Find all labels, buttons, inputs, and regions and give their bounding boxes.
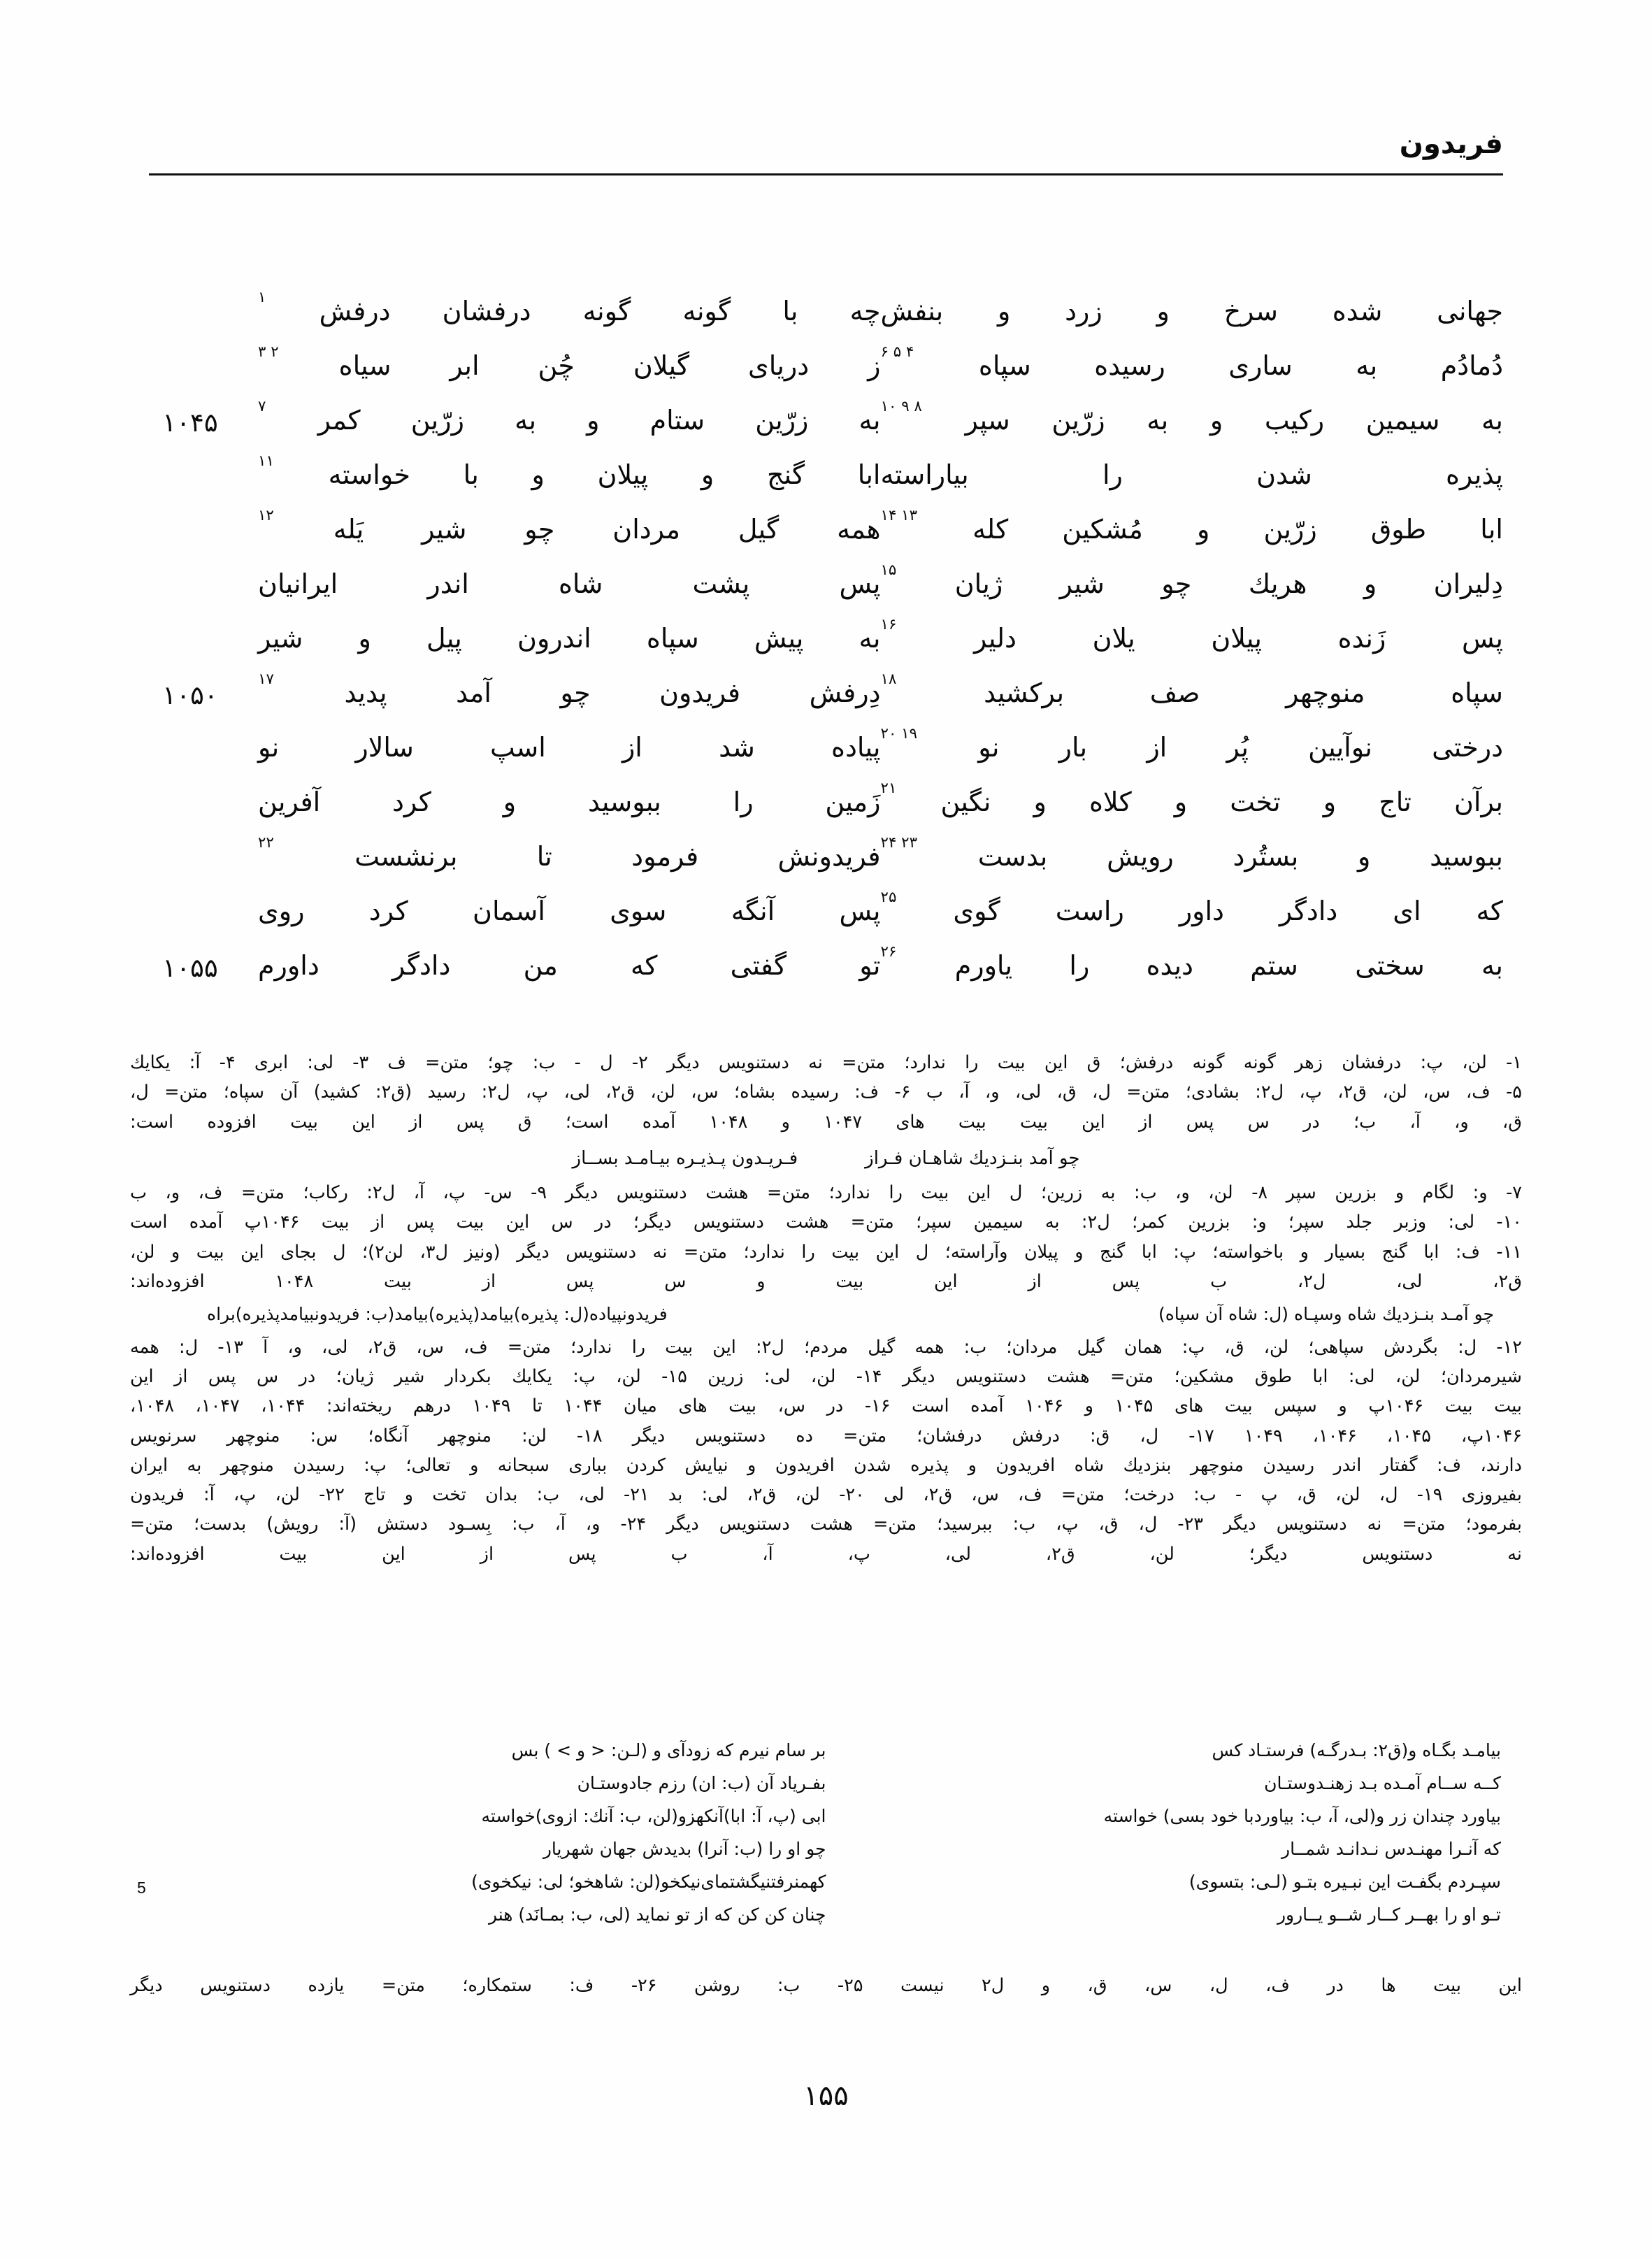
margin-line-marker: 5 bbox=[137, 1879, 146, 1897]
header-divider-rule bbox=[149, 173, 1503, 175]
verse-word: فریدون bbox=[659, 677, 741, 708]
verse-word: آنگه bbox=[731, 896, 775, 926]
footnote-marker: ۱۱ bbox=[258, 452, 274, 470]
verse-word: سیمین bbox=[1365, 405, 1440, 436]
hemistich-left bbox=[881, 292, 1504, 326]
verse-block bbox=[149, 289, 1503, 1005]
verse-word: سپر bbox=[965, 405, 1010, 436]
verse-word: گفتی bbox=[730, 950, 787, 981]
verse-word: بیاراسته bbox=[880, 459, 969, 490]
verse-word: گیلان bbox=[633, 350, 690, 381]
verse-word: طوق bbox=[1370, 514, 1427, 545]
verse-word: ابر bbox=[450, 350, 480, 381]
hemistich-right bbox=[258, 507, 881, 545]
hemistich-right bbox=[258, 728, 881, 762]
hemistich-left bbox=[880, 943, 1504, 981]
verse-word: و bbox=[531, 459, 545, 490]
verse-word: شده bbox=[1332, 296, 1383, 326]
inset-variant-couplet bbox=[130, 1144, 1522, 1173]
verse-number bbox=[149, 292, 231, 301]
verse-word: بنفش bbox=[880, 296, 944, 326]
verse-word: گونه bbox=[682, 296, 731, 326]
footnote-marker: ۱۲ bbox=[258, 507, 274, 524]
apparatus-note: بیت بیت ۱۰۴۶پ و سپس بیت های ۱۰۴۵ و ۱۰۴۶ آمده است ۱۶- در س، بیت های میان ۱۰۴۴ تا ۱۰۴۹ درهم ریخته‌اند: ۱۰۴۴، ۱۰۴۷، ۱۰۴۸، bbox=[130, 1395, 1523, 1417]
verse-number bbox=[149, 783, 231, 791]
hemistich-right bbox=[258, 289, 881, 326]
footnote-marker: ۲۶ bbox=[880, 943, 897, 961]
verse-word: یاورم bbox=[954, 950, 1013, 981]
verse-word: شدن bbox=[1256, 459, 1312, 490]
verse-word: و bbox=[1323, 787, 1337, 817]
inset-variant-couplet bbox=[130, 1300, 1522, 1329]
apparatus-note: ۱۲- ل: بگردش سپاهی؛ لن، ق، پ: همان گیل مردان؛ ب: همه گیل مردم؛ ل۲: این بیت را ندارد؛ متن= ف، س، ق۲، لی، و، آ ۱۳- ل: همه bbox=[130, 1336, 1522, 1358]
verse-word: دِرفش bbox=[809, 677, 881, 708]
hemistich-left bbox=[880, 616, 1504, 654]
verse-word: مردان bbox=[612, 514, 681, 545]
verse-word: از bbox=[622, 732, 642, 763]
apparatus-note: بفیروزی ۱۹- ل، لن، ق، پ - ب: درخت؛ متن= ف، س، ق۲، لی ۲۰- لن، ق۲، لی: بد ۲۱- لی، ب: بدان تخت و تاج ۲۲- لن، پ، آ: فریدون bbox=[130, 1484, 1522, 1506]
verse-word: برکشید bbox=[984, 677, 1065, 708]
verse-word: سپاه bbox=[646, 623, 699, 654]
verse-word: و bbox=[503, 787, 517, 817]
verse-word: گوی bbox=[953, 896, 1000, 926]
footnote-marker: ۲ ۳ bbox=[258, 343, 279, 361]
verse-word: دِلیران bbox=[1433, 568, 1503, 599]
footnote-marker: ۲۳ ۲۴ bbox=[880, 834, 917, 852]
variant-hemistich-left: ابی (پ، آ: ابا)آنكهزو(لن، ب: آنك: ازوی)خواسته bbox=[481, 1806, 826, 1826]
verse-word: از bbox=[1147, 732, 1168, 763]
hemistich-left bbox=[880, 507, 1504, 545]
footnote-marker: ۱۸ bbox=[880, 670, 897, 688]
verse-line bbox=[149, 834, 1503, 892]
verse-word: زرّین bbox=[755, 405, 809, 436]
verse-word: پشت bbox=[692, 568, 750, 599]
footnote-marker: ۱ bbox=[258, 289, 266, 306]
verse-word: پیلان bbox=[1211, 623, 1262, 654]
verse-word: ستم bbox=[1250, 950, 1298, 981]
apparatus-note: ۵- ف، س، لن، ق۲، پ، ل۲: بشادی؛ متن= ل، ق، لی، و، آ، ب ۶- ف: رسیده بشاه؛ س، لن، ق۲، لی، پ، ل۲: رسید (ق۲: کشید) آن سپاه؛ متن= ل، bbox=[130, 1082, 1522, 1103]
verse-line bbox=[149, 343, 1503, 401]
verse-word: و bbox=[701, 459, 714, 490]
hemistich-right bbox=[258, 398, 881, 436]
verse-word: سیاه bbox=[338, 350, 392, 381]
apparatus-tail-note: این بیت ها در ف، ل، س، ق، و ل۲ نیست ۲۵- ب: روشن ۲۶- ف: ستمکاره؛ متن= یازده دستنویس دیگر bbox=[130, 1975, 1522, 1996]
variant-verse-row bbox=[130, 1869, 1522, 1902]
verse-word: ببوسید bbox=[1430, 841, 1503, 872]
apparatus-note: ۱- لن، پ: درفشان زهر گونه گونه درفش؛ ق این بیت را ندارد؛ متن= نه دستنویس دیگر ۲- ل - ب: چو؛ متن= ف ۳- لی: ابری ۴- آ: یكایك bbox=[130, 1052, 1522, 1073]
verse-word: نگین bbox=[940, 787, 991, 817]
verse-line bbox=[149, 670, 1503, 728]
verse-line bbox=[149, 398, 1503, 456]
verse-word: و bbox=[1209, 405, 1223, 436]
variant-verse-block bbox=[130, 1737, 1522, 1935]
footnote-marker: ۲۵ bbox=[880, 889, 897, 906]
verse-word: دادگر bbox=[392, 950, 451, 981]
verse-number bbox=[149, 892, 231, 900]
verse-word: ژیان bbox=[954, 568, 1003, 599]
verse-word: درختی bbox=[1432, 732, 1503, 763]
verse-word: به bbox=[515, 405, 537, 436]
verse-word: منوچهر bbox=[1286, 677, 1365, 708]
verse-word: به bbox=[859, 405, 881, 436]
verse-word: صف bbox=[1149, 677, 1200, 708]
verse-word: بدست bbox=[977, 841, 1048, 872]
verse-word: و bbox=[1156, 296, 1170, 326]
variant-hemistich-right: بیاورد چندان زر و(لی، آ، ب: بیاوردبا خود بسی) خواسته bbox=[1103, 1806, 1501, 1826]
verse-word: تو bbox=[859, 950, 881, 981]
verse-word: همه bbox=[837, 514, 881, 545]
verse-word: یَله bbox=[333, 514, 364, 545]
variant-hemistich-right: که آنـرا مهنـدس نـدانـد شمــار bbox=[1281, 1839, 1501, 1859]
hemistich-left bbox=[880, 670, 1504, 708]
verse-word: رکیب bbox=[1264, 405, 1325, 436]
verse-word: و bbox=[1174, 787, 1188, 817]
verse-word: شیر bbox=[258, 623, 303, 654]
hemistich-left bbox=[881, 456, 1504, 489]
apparatus-note: ۷- و: لگام و بزرین سپر ۸- لن، و، ب: به زرین؛ ل این بیت را ندارد؛ متن= هشت دستنویس دیگر ۹- س- پ، آ، ل۲: رکاب؛ متن= ف، و، ب bbox=[130, 1182, 1522, 1203]
apparatus-note: دارند، ف: گفتار اندر رسیدن منوچهر بنزدیك شاه افریدون و پذیره شدن افریدون و نیایش کردن بباری سبحانه و تعالی؛ پ: رسیدن منوچهر به ایران bbox=[130, 1454, 1522, 1476]
apparatus-note: ۱۱- ف: ابا گنج بسیار و باخواسته؛ پ: ابا گنج و پیلان وآراسته؛ ل این بیت را ندارد؛ متن= نه دستنویس دیگر (ونیز ل۳، لن۲)؛ ل بجای این بیت و لن، bbox=[130, 1241, 1523, 1263]
variant-verse-row bbox=[130, 1836, 1522, 1869]
verse-word: تا bbox=[536, 841, 552, 872]
verse-word: به bbox=[1481, 405, 1503, 436]
verse-word: رسیده bbox=[1094, 350, 1165, 381]
verse-word: پیاده bbox=[831, 732, 881, 763]
verse-word: به bbox=[1356, 350, 1378, 381]
verse-word: تاج bbox=[1379, 787, 1412, 817]
verse-word: و bbox=[1033, 787, 1047, 817]
verse-word: که bbox=[1476, 896, 1503, 926]
variant-hemistich-right: بیامـد بگـاه و(ق۲: بـدرگـه) فرستـاد کس bbox=[1212, 1740, 1501, 1760]
verse-word: شد bbox=[719, 732, 755, 763]
verse-line bbox=[149, 561, 1503, 619]
verse-word: چه bbox=[849, 296, 881, 326]
verse-word: را bbox=[733, 787, 754, 817]
verse-word: سپاه bbox=[978, 350, 1031, 381]
verse-word: و bbox=[1358, 841, 1371, 872]
variant-hemistich-left: بر سام نیرم که زودآی و (لـن: < و > ) بس bbox=[511, 1740, 826, 1760]
hemistich-left bbox=[880, 834, 1504, 872]
verse-word: سرخ bbox=[1223, 296, 1278, 326]
footnote-marker: ۱۷ bbox=[258, 670, 274, 688]
verse-word: پس bbox=[1461, 623, 1503, 654]
apparatus-note: ۱۰- لی: وزبر جلد سپر؛ و: بزرین کمر؛ ل۲: به سیمین سپر؛ متن= هشت دستنویس دیگر؛ در س این بیت پس از بیت ۱۰۴۶پ آمده است bbox=[130, 1212, 1523, 1233]
verse-word: اندرون bbox=[517, 623, 591, 654]
verse-word: سالار bbox=[355, 732, 414, 763]
apparatus-note: بفرمود؛ متن= نه دستنویس دیگر ۲۳- ل، ق، پ، ب: ببرسید؛ متن= هشت دستنویس دیگر ۲۴- و، آ، ب: بِسـود دستش (آ: رویش) بدست؛ متن= bbox=[130, 1514, 1522, 1535]
verse-word: پُر bbox=[1226, 732, 1249, 763]
footnote-marker: ۷ bbox=[258, 398, 266, 415]
verse-word: سپاه bbox=[1451, 677, 1503, 708]
verse-word: و bbox=[1363, 568, 1377, 599]
verse-line bbox=[149, 889, 1503, 947]
verse-word: کلاه bbox=[1089, 787, 1132, 817]
verse-word: برنشست bbox=[354, 841, 458, 872]
verse-word: گونه bbox=[582, 296, 631, 326]
hemistich-left bbox=[880, 561, 1504, 599]
verse-number: ۱۰۴۵ bbox=[162, 408, 218, 438]
hemistich-right bbox=[258, 565, 881, 598]
hemistich-left bbox=[880, 343, 1504, 381]
verse-number bbox=[149, 838, 231, 846]
verse-word: ز bbox=[868, 350, 881, 381]
verse-word: ابا bbox=[1480, 514, 1503, 545]
verse-word: سوی bbox=[610, 896, 667, 926]
verse-word: زَنده bbox=[1337, 623, 1386, 654]
verse-word: نو bbox=[978, 732, 1000, 763]
verse-word: اسپ bbox=[490, 732, 546, 763]
hemistich-left bbox=[880, 889, 1504, 926]
hemistich-right bbox=[258, 619, 881, 653]
verse-word: داورم bbox=[258, 950, 319, 981]
variant-hemistich-right: سپـردم بگفـت این نبـیره بتـو (لـی: بتسوی) bbox=[1188, 1872, 1501, 1892]
critical-apparatus bbox=[130, 1049, 1522, 1570]
verse-word: زرد bbox=[1065, 296, 1102, 326]
variant-hemistich-left: چو او را (ب: آنرا) بدیدش جهان شهریار bbox=[543, 1839, 826, 1859]
verse-word: درفشان bbox=[442, 296, 531, 326]
verse-word: هریك bbox=[1248, 568, 1307, 599]
verse-number bbox=[149, 510, 231, 519]
hemistich-left bbox=[880, 725, 1504, 763]
verse-word: آفرین bbox=[258, 787, 321, 817]
verse-word: نوآیین bbox=[1308, 732, 1372, 763]
footnote-marker: ۸ ۹ ۱۰ bbox=[880, 398, 922, 415]
footnote-marker: ۲۲ bbox=[258, 834, 274, 852]
verse-line bbox=[149, 943, 1503, 1001]
variant-verse-row bbox=[130, 1770, 1522, 1803]
hemistich-right bbox=[258, 947, 881, 980]
verse-line bbox=[149, 616, 1503, 674]
verse-word: جهانی bbox=[1437, 296, 1503, 326]
verse-word: گیل bbox=[738, 514, 780, 545]
verse-line bbox=[149, 289, 1503, 347]
footnote-marker: ۱۹ ۲۰ bbox=[880, 725, 918, 742]
verse-number bbox=[149, 619, 231, 628]
verse-word: ایرانیان bbox=[258, 568, 338, 599]
verse-word: راست bbox=[1055, 896, 1124, 926]
verse-number bbox=[149, 728, 231, 737]
verse-word: ساری bbox=[1228, 350, 1293, 381]
verse-word: پس bbox=[839, 568, 881, 599]
verse-word: ستام bbox=[649, 405, 705, 436]
verse-word: پذیره bbox=[1446, 459, 1503, 490]
footnote-marker: ۱۶ bbox=[880, 616, 897, 633]
verse-word: پیلان bbox=[597, 459, 649, 490]
verse-word: دریای bbox=[748, 350, 810, 381]
running-head bbox=[149, 130, 1503, 182]
variant-hemistich-right: تـو او را بهــر کــار شــو یــارور bbox=[1277, 1904, 1501, 1925]
variant-hemistich-right: کــه ســام آمـده بـد زهنـدوستـان bbox=[1264, 1773, 1501, 1793]
verse-word: شیر bbox=[422, 514, 467, 545]
variant-verse-row bbox=[130, 1737, 1522, 1770]
verse-number bbox=[149, 456, 231, 464]
verse-word: چو bbox=[560, 677, 591, 708]
verse-line bbox=[149, 725, 1503, 783]
verse-word: به bbox=[1147, 405, 1169, 436]
verse-word: تخت bbox=[1230, 787, 1281, 817]
folio-number: ۱۵۵ bbox=[803, 2080, 849, 2112]
verse-word: چو bbox=[1161, 568, 1192, 599]
verse-word: بستُرد bbox=[1233, 841, 1299, 872]
verse-number bbox=[149, 347, 231, 355]
verse-word: و bbox=[1197, 514, 1210, 545]
verse-word: یلان bbox=[1092, 623, 1135, 654]
hemistich-right bbox=[258, 452, 881, 490]
hemistich-right bbox=[258, 343, 881, 381]
variant-verse-row bbox=[130, 1902, 1522, 1935]
verse-word: داور bbox=[1179, 896, 1224, 926]
footnote-marker: ۱۳ ۱۴ bbox=[880, 507, 917, 524]
verse-word: شاه bbox=[559, 568, 603, 599]
variant-verse-row bbox=[130, 1803, 1522, 1836]
verse-word: سختی bbox=[1355, 950, 1425, 981]
verse-number: ۱۰۵۵ bbox=[162, 953, 218, 983]
apparatus-note: نه دستنویس دیگر؛ لن، ق۲، لی، پ، آ، ب پس از این بیت افزوده‌اند: bbox=[130, 1543, 1522, 1565]
verse-word: و bbox=[587, 405, 600, 436]
verse-word: برآن bbox=[1453, 787, 1503, 817]
verse-word: دادگر bbox=[1279, 896, 1338, 926]
verse-line bbox=[149, 452, 1503, 510]
inset-hemistich-left: فـریـدون پـذیـره بیـامـد بســاز bbox=[572, 1147, 798, 1169]
verse-word: را bbox=[1102, 459, 1123, 490]
verse-word: درفش bbox=[319, 296, 391, 326]
verse-word: زَمین bbox=[825, 787, 881, 817]
verse-word: فرمود bbox=[631, 841, 699, 872]
verse-word: کرد bbox=[368, 896, 408, 926]
apparatus-note: شیرمردان؛ لن، لی: ابا طوق مشکین؛ متن= هشت دستنویس دیگر ۱۴- لن، لی: زرین ۱۵- لن، پ: یكایك بكردار شیر ژیان؛ در س پس از این bbox=[130, 1365, 1522, 1387]
verse-word: چُن bbox=[538, 350, 575, 381]
verse-word: زرّین bbox=[1051, 405, 1105, 436]
verse-word: شیر bbox=[1059, 568, 1105, 599]
hemistich-left bbox=[880, 398, 1504, 436]
variant-hemistich-left: بفـریاد آن (ب: ان) رزم جادوستـان bbox=[577, 1773, 826, 1793]
inset-hemistich-left: فریدونپیاده(ل: پذیره)بیامد(پذیره)بیامد(ب: فریدونبیامدپذیره)براه bbox=[207, 1304, 668, 1325]
verse-word: دلیر bbox=[974, 623, 1017, 654]
verse-word: به bbox=[859, 623, 881, 654]
hemistich-left bbox=[880, 780, 1504, 817]
verse-word: کرد bbox=[392, 787, 431, 817]
running-head-title: فریدون bbox=[1399, 128, 1503, 160]
apparatus-note: ق۲، لی، ل۲، ب پس از این بیت و س پس از بیت ۱۰۴۸ افزوده‌اند: bbox=[130, 1270, 1522, 1292]
footnote-marker: ۴ ۵ ۶ bbox=[880, 343, 914, 361]
verse-word: را bbox=[1069, 950, 1090, 981]
verse-word: روی bbox=[258, 896, 305, 926]
verse-word: رویش bbox=[1107, 841, 1174, 872]
verse-word: دُمادُم bbox=[1440, 350, 1503, 381]
verse-word: آمد bbox=[456, 677, 491, 708]
verse-word: زرّین bbox=[410, 405, 464, 436]
hemistich-right bbox=[258, 834, 881, 872]
verse-word: پس bbox=[839, 896, 881, 926]
verse-word: گنج bbox=[766, 459, 805, 490]
inset-hemistich-right: چو آمـد بنـزدیك شاه وسپـاه (ل: شاه آن سپاه) bbox=[1158, 1304, 1494, 1325]
apparatus-note: ق، و، آ، ب؛ در س پس از این بیت بیت های ۱۰۴۷ و ۱۰۴۸ آمده است؛ ق پس از این بیت افزوده است: bbox=[130, 1111, 1522, 1133]
verse-word: و bbox=[358, 623, 371, 654]
hemistich-right bbox=[258, 892, 881, 926]
verse-word: که bbox=[631, 950, 658, 981]
verse-word: ای bbox=[1393, 896, 1421, 926]
verse-word: بار bbox=[1058, 732, 1088, 763]
variant-hemistich-left: کهمنرفتنیگشتمای‌نیکخو(لن: شاهخو؛ لی: نیکخوی) bbox=[471, 1872, 826, 1892]
verse-word: نو bbox=[258, 732, 280, 763]
verse-word: پدید bbox=[344, 677, 387, 708]
verse-word: چو bbox=[524, 514, 555, 545]
variant-hemistich-left: چنان کن کن که از تو نماید (لی، ب: بمـانَد) هنر bbox=[488, 1904, 826, 1925]
verse-word: به bbox=[1481, 950, 1503, 981]
verse-word: ببوسید bbox=[587, 787, 661, 817]
verse-word: ابا bbox=[857, 459, 881, 490]
footnote-marker: ۱۵ bbox=[880, 561, 897, 579]
verse-word: مُشکین bbox=[1062, 514, 1143, 545]
verse-word: من bbox=[523, 950, 558, 981]
verse-line bbox=[149, 780, 1503, 838]
verse-number bbox=[149, 565, 231, 573]
verse-word: خواسته bbox=[328, 459, 410, 490]
verse-word: زرّین bbox=[1263, 514, 1317, 545]
verse-word: پیل bbox=[426, 623, 462, 654]
hemistich-right bbox=[258, 783, 881, 817]
verse-word: و bbox=[998, 296, 1011, 326]
verse-word: فریدونش bbox=[777, 841, 881, 872]
verse-line bbox=[149, 507, 1503, 565]
verse-number: ۱۰۵۰ bbox=[162, 680, 218, 710]
verse-word: اندر bbox=[427, 568, 469, 599]
verse-word: دیده bbox=[1146, 950, 1193, 981]
inset-hemistich-right: چو آمد بنـزدیك شاهـان فـراز bbox=[865, 1147, 1080, 1169]
verse-word: آسمان bbox=[473, 896, 545, 926]
hemistich-right bbox=[258, 670, 881, 708]
apparatus-note: ۱۰۴۶پ، ۱۰۴۵، ۱۰۴۶، ۱۰۴۹ ۱۷- ل، ق: درفش درفشان؛ متن= ده دستنویس دیگر ۱۸- لن: منوچهر آنگاه؛ س: منوچهر سرنویس bbox=[130, 1425, 1523, 1447]
verse-word: با bbox=[463, 459, 479, 490]
verse-word: کمر bbox=[317, 405, 361, 436]
verse-word: کله bbox=[972, 514, 1009, 545]
verse-word: با bbox=[782, 296, 798, 326]
footnote-marker: ۲۱ bbox=[880, 780, 897, 797]
verse-word: پیش bbox=[754, 623, 804, 654]
